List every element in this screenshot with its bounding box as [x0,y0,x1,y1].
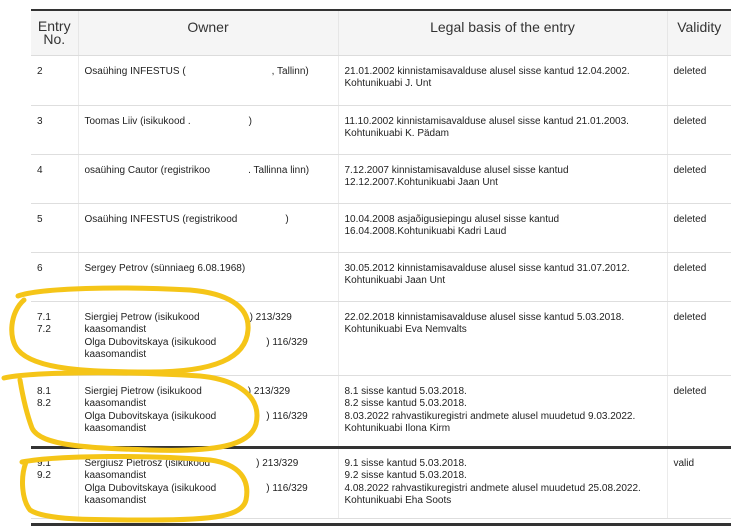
table-row [31,375,731,447]
entry-no-cell: 7.1 7.2 [31,301,78,375]
entry-no-cell: 6 [31,252,78,301]
validity-cell: valid [667,447,731,518]
owner-cell: Osaühing INFESTUS ( , Tallinn) [78,55,338,105]
table-row [31,301,731,375]
entry-no-cell: 8.1 8.2 [31,375,78,447]
table-row [31,252,731,301]
legal-basis-cell: 11.10.2002 kinnistamisavalduse alusel sisse kantud 21.01.2003. Kohtunikuabi K. Pädam [338,105,667,154]
legal-basis-cell: 8.1 sisse kantud 5.03.2018. 8.2 sisse kantud 5.03.2018. 8.03.2022 rahvastikuregistri andmete alusel muudetud 9.03.2022. Kohtunikuabi Ilona Kirm [338,375,667,447]
validity-cell: deleted [667,55,731,105]
owner-cell: Siergiej Petrow (isikukood ) 213/329 kaasomandist Olga Dubovitskaya (isikukood ) 116/329 kaasomandist [78,301,338,375]
legal-basis-cell: 22.02.2018 kinnistamisavalduse alusel sisse kantud 5.03.2018. Kohtunikuabi Eva Nemvalts [338,301,667,375]
legal-basis-cell: 10.04.2008 asjaõigusiepingu alusel sisse kantud 16.04.2008.Kohtunikuabi Kadri Laud [338,203,667,252]
entry-no-cell: 3 [31,105,78,154]
legal-basis-cell: 30.05.2012 kinnistamisavalduse alusel sisse kantud 31.07.2012. Kohtunikuabi Jaan Unt [338,252,667,301]
legal-basis-cell: 21.01.2002 kinnistamisavalduse alusel sisse kantud 12.04.2002. Kohtunikuabi J. Unt [338,55,667,105]
legal-basis-cell: 9.1 sisse kantud 5.03.2018. 9.2 sisse kantud 5.03.2018. 4.08.2022 rahvastikuregistri andmete alusel muudetud 25.08.2022. Kohtunikuabi Eha Soots [338,447,667,518]
validity-cell: deleted [667,301,731,375]
validity-header: Validity [667,11,731,55]
validity-cell: deleted [667,203,731,252]
entry-no-cell: 4 [31,154,78,203]
table-row [31,447,731,518]
table-bottom-rule [31,523,731,526]
validity-cell: deleted [667,375,731,447]
table-row [31,105,731,154]
ownership-table [31,11,731,519]
owner-header: Owner [78,11,338,55]
legal-basis-cell: 7.12.2007 kinnistamisavalduse alusel sisse kantud 12.12.2007.Kohtunikuabi Jaan Unt [338,154,667,203]
owner-cell: Sergey Petrov (sünniaeg 6.08.1968) [78,252,338,301]
owner-cell: Siergiej Pietrow (isikukood ) 213/329 kaasomandist Olga Dubovitskaya (isikukood ) 116/329 kaasomandist [78,375,338,447]
entry-no-cell: 9.1 9.2 [31,447,78,518]
owner-cell: Toomas Liiv (isikukood . ) [78,105,338,154]
owner-cell: osaühing Cautor (registrikoo . Tallinna linn) [78,154,338,203]
validity-cell: deleted [667,154,731,203]
table-row [31,203,731,252]
validity-cell: deleted [667,252,731,301]
entry-no-cell: 2 [31,55,78,105]
entry-no-cell: 5 [31,203,78,252]
owner-cell: Sergiusz Pietrosz (isikukood ) 213/329 kaasomandist Olga Dubovitskaya (isikukood ) 116/329 kaasomandist [78,447,338,518]
table-row [31,154,731,203]
validity-cell: deleted [667,105,731,154]
legal-basis-header: Legal basis of the entry [338,11,667,55]
owner-cell: Osaühing INFESTUS (registrikood ) [78,203,338,252]
header-row [31,11,731,55]
entry-no-header: Entry No. [31,11,78,55]
table-row [31,55,731,105]
